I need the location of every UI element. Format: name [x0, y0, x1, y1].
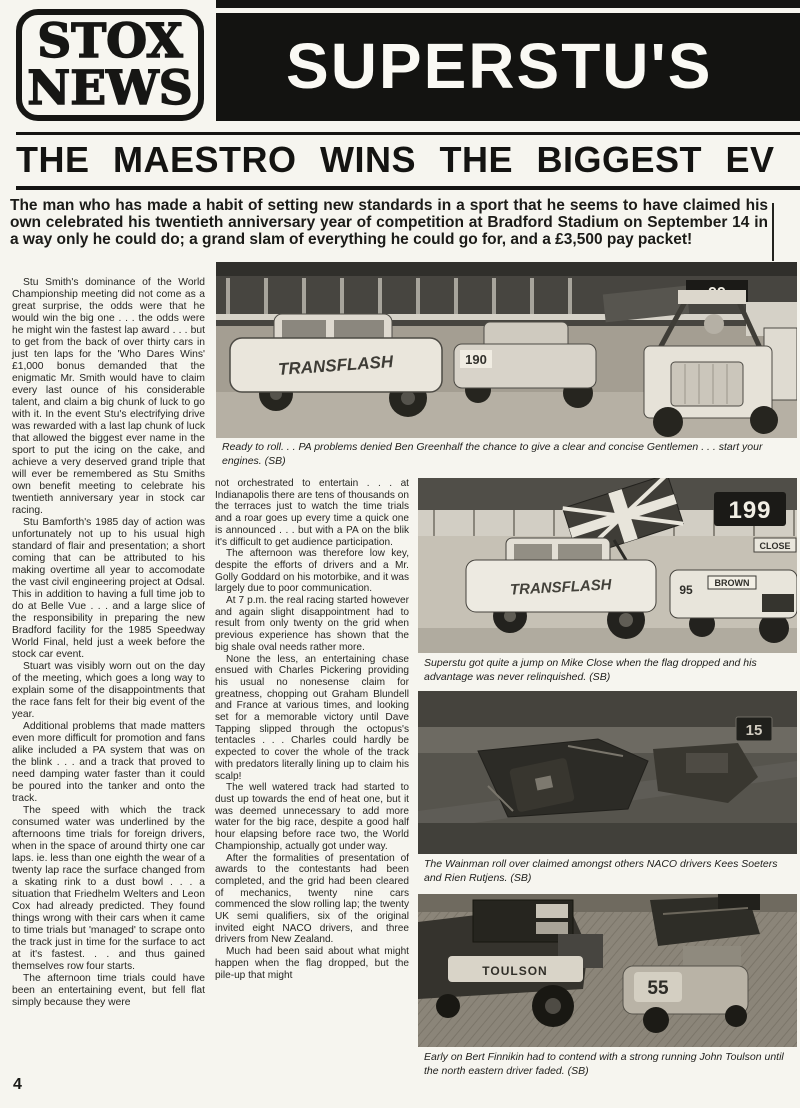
masthead-line-1: STOX	[37, 14, 183, 69]
photo-finnikin-toulson	[418, 894, 797, 1047]
body-paragraph: The afternoon was therefore low key, despite the efforts of drivers and a Mr. Golly Goddard on his motorbike, and it was largely due to poor communication.	[215, 548, 409, 595]
car-tag-close: CLOSE	[759, 541, 791, 551]
body-paragraph: The well watered track had started to dust up towards the end of heat one, but it was deemed unnecessary to add more water for the big race, despite a good half hour elapsing before race two, the World Championship, actually got under way.	[215, 782, 409, 852]
body-paragraph: After the formalities of presentation of awards to the contestants had been completed, and the grid had been cleared of mechanics, twenty nine cars commenced the slow rolling lap; the twenty UK semi qualifiers, six of the original invited eight NACO drivers, and three drivers from New Zealand.	[215, 852, 409, 946]
photo-caption: Ready to roll. . . PA problems denied Ben Greenhalf the chance to give a clear and concise Gentlemen . . . start your engines. (SB)	[222, 441, 763, 467]
headline-rule-bottom	[16, 186, 800, 190]
banner-superstus	[216, 13, 800, 121]
body-paragraph: The afternoon time trials could have been an entertaining event, but fell flat simply because they were	[12, 973, 205, 1008]
photo-wainman-rollover-art	[418, 691, 797, 854]
photo-caption: Superstu got quite a jump on Mike Close when the flag dropped and his advantage was never relinquished. (SB)	[424, 657, 757, 683]
body-paragraph: None the less, an entertaining chase ensued with Charles Pickering providing his usual no nonesense claim for greatness, chopping out Graham Blundell and France at various times, and looking set for a memorable victory until Dave Tapping slipped through the octopus's tentacles . . . Charles could hardly be expected to cover the whole of the track with predators literally lining up to claim his scalp!	[215, 653, 409, 782]
page-number: 4	[13, 1076, 22, 1093]
article-column-2	[215, 478, 409, 981]
body-paragraph: Stu Smith's dominance of the World Championship meeting did not come as a great surprise, the odds were that he would win the big one . . . the odds were he might win the fastest lap award . . . but to get from the back of over thirty cars in just ten laps for the 'Who Dares Wins' £1,000 bonus demanded that the enigmatic Mr. Smith would have to claim every last ounce of his considerable talent, and claim a big chunk of luck to go with it. In the event Stu's electrifying drive was rewarded with a last lap chunk of luck that allowed the biggest ever name in the sport to put the icing on the cake, and achieve a very deserved grand triple that will ever be remembered as Stu Smiths own benefit meeting to celebrate his twentieth anniversary year in stock car racing.	[12, 277, 205, 516]
photo-caption: The Wainman roll over claimed amongst others NACO drivers Kees Soeters and Rien Rutjens. (SB)	[424, 858, 778, 884]
car-number-55: 55	[647, 978, 669, 999]
body-paragraph: Much had been said about what might happen when the flag dropped, but the pile-up that might	[215, 946, 409, 981]
margin-rule	[772, 203, 774, 261]
page-headline: THE MAESTRO WINS THE BIGGEST EV	[16, 139, 775, 180]
stox-news-logo	[16, 9, 204, 121]
photo-finnikin-toulson-art	[418, 894, 797, 1047]
standfirst: The man who has made a habit of setting new standards in a sport that he seems to have claimed his own celebrated his twentieth anniversary year of competition at Bradford Stadium on September 14 in a way only he could do; a grand slam of everything he could go for, and a £3,500 pay packet!	[10, 197, 768, 248]
car-label-transflash: TRANSFLASH	[509, 576, 612, 599]
masthead-line-2: NEWS	[27, 61, 193, 116]
car-label-transflash: TRANSFLASH	[277, 352, 394, 380]
car-number-95: 95	[679, 583, 693, 597]
body-paragraph: Stu Bamforth's 1985 day of action was unfortunately not up to his usual high standard of flair and presentation; a short coming that can be attributed to his making overtime all year to accomodate the vast civil engineering project at Odsal. This in addition to having a full time job to do at Belle Vue . . . and a large slice of the responsibility in preparing the new Bradford facility for the 1985 Speedway World Final, held just a week before the stock car event.	[12, 517, 205, 660]
photo-transflash-close-art	[418, 478, 797, 653]
car-tag-brown: BROWN	[714, 578, 750, 588]
car-number-190: 190	[465, 352, 487, 367]
car-number-15: 15	[745, 722, 763, 739]
overturned-car	[478, 739, 648, 817]
photo-caption: Early on Bert Finnikin had to contend with a strong running John Toulson until the north eastern driver faded. (SB)	[424, 1051, 784, 1077]
car-sign-199: 199	[728, 497, 772, 524]
photo-wainman-rollover	[418, 691, 797, 854]
photo-start-grid	[216, 262, 797, 438]
article-column-1	[12, 277, 205, 1009]
body-paragraph: The speed with which the track consumed water was underlined by the afternoons time trials for foreign drivers, when in the space of around thirty one car laps. ie. less than one eighth the wear of a twenty lap race the surface changed from a skating rink to a dust bowl . . . a situation that Friedhelm Welters and Leon Cox had already predicted. They found things wrong with their cars when it came to time trials but 'managed' to scrape onto the track just in time for the surface to act at it's fastest. . . and thus gained themselves row four starts.	[12, 805, 205, 972]
headline-rule-top	[16, 132, 800, 135]
body-paragraph: Additional problems that made matters even more difficult for promotion and fans alike included a PA system that was on the blink . . . and a track that proved to need damping water faster than it could be poured into the tanker and onto the track.	[12, 721, 205, 804]
car-label-toulson: TOULSON	[482, 964, 548, 978]
body-paragraph: Stuart was visibly worn out on the day of the meeting, which goes a long way to explain some of the disappointments that the race fans felt for their big event of the year.	[12, 661, 205, 720]
photo-start-grid-art	[216, 262, 797, 438]
body-paragraph: At 7 p.m. the real racing started however and again slight disappointment had to result from only twenty on the grid when previous experience has shown that the big shale oval needs rather more.	[215, 595, 409, 653]
body-paragraph: not orchestrated to entertain . . . at Indianapolis there are tens of thousands on the terraces just to watch the time trials and a roar goes up every time a quick one is announced . . . but with a PA on the blik it's difficult to get audience participation.	[215, 478, 409, 548]
top-rule	[216, 0, 800, 8]
banner-title: SUPERSTU'S	[286, 30, 713, 102]
photo-transflash-close	[418, 478, 797, 653]
